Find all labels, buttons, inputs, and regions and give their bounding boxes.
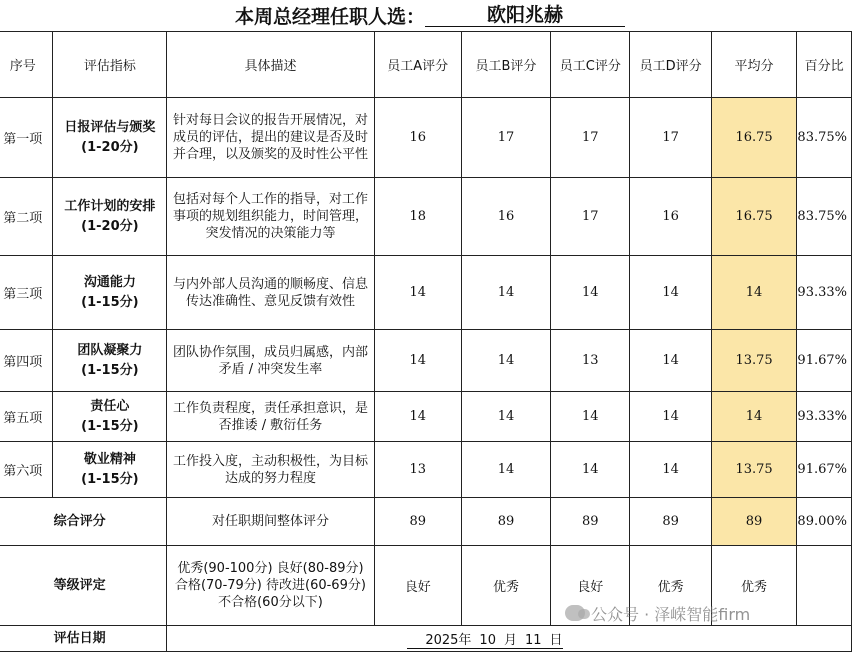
- score-c: 17: [551, 98, 630, 178]
- row-average: 14: [711, 256, 797, 330]
- indicator-name: 工作计划的安排: [64, 198, 156, 214]
- overall-description: 对任职期间整体评分: [167, 498, 374, 546]
- date-blank: [496, 634, 504, 649]
- score-a: 14: [374, 392, 461, 442]
- indicator-range: (1-15分): [81, 418, 139, 434]
- table-row: [0, 178, 852, 256]
- table-row: [0, 98, 852, 178]
- grade-description: 优秀(90-100分) 良好(80-89分)合格(70-79分) 待改进(60-69分) 不合格(60分以下): [167, 546, 374, 626]
- overall-score-c: 89: [551, 498, 630, 546]
- score-a: 13: [374, 442, 461, 498]
- score-a: 14: [374, 330, 461, 392]
- header-row: [0, 32, 852, 98]
- row-average: 16.75: [711, 178, 797, 256]
- row-description: 针对每日会议的报告开展情况，对成员的评估，提出的建议是否及时并合理，以及颁奖的及时性公平性: [167, 98, 374, 178]
- header-description: 具体描述: [167, 32, 374, 98]
- row-percent: 83.75%: [797, 98, 852, 178]
- indicator-name: 责任心: [90, 398, 130, 414]
- wechat-icon: [565, 605, 585, 621]
- row-description: 包括对每个人工作的指导，对工作事项的规划组织能力，时间管理，突发情况的决策能力等: [167, 178, 374, 256]
- header-score-c: 员工C评分: [551, 32, 630, 98]
- header-indicator: 评估指标: [53, 32, 167, 98]
- row-index: 第一项: [0, 98, 53, 178]
- table-row: [0, 392, 852, 442]
- indicator-range: (1-15分): [81, 362, 139, 378]
- row-index: 第二项: [0, 178, 53, 256]
- date-month-unit: 月: [503, 632, 517, 648]
- score-a: 14: [374, 256, 461, 330]
- score-b: 14: [461, 330, 550, 392]
- score-d: 14: [630, 442, 711, 498]
- row-percent: 83.75%: [797, 178, 852, 256]
- indicator-range: (1-15分): [81, 471, 139, 487]
- score-c: 14: [551, 256, 630, 330]
- indicator-range: (1-15分): [81, 294, 139, 310]
- overall-score-a: 89: [374, 498, 461, 546]
- indicator-name: 日报评估与颁奖: [64, 119, 156, 135]
- score-b: 14: [461, 256, 550, 330]
- score-b: 17: [461, 98, 550, 178]
- row-description: 工作投入度，主动积极性，为目标达成的努力程度: [167, 442, 374, 498]
- row-average: 13.75: [711, 442, 797, 498]
- score-c: 14: [551, 442, 630, 498]
- date-label: 评估日期: [0, 626, 167, 652]
- indicator-name: 团队凝聚力: [77, 342, 143, 358]
- row-description: 工作负责程度，责任承担意识，是否推诿 / 敷衍任务: [167, 392, 374, 442]
- date-year-unit: 年: [458, 632, 472, 648]
- grade-value: 优秀: [461, 546, 550, 626]
- row-indicator: [53, 98, 167, 178]
- score-c: 13: [551, 330, 630, 392]
- row-percent: 93.33%: [797, 392, 852, 442]
- score-d: 14: [630, 330, 711, 392]
- score-c: 14: [551, 392, 630, 442]
- row-average: 13.75: [711, 330, 797, 392]
- score-b: 14: [461, 392, 550, 442]
- row-percent: 91.67%: [797, 330, 852, 392]
- overall-label: 综合评分: [0, 498, 167, 546]
- grade-value: 良好: [551, 546, 630, 626]
- grade-value: 良好: [374, 546, 461, 626]
- row-index: 第六项: [0, 442, 53, 498]
- score-b: 16: [461, 178, 550, 256]
- overall-score-b: 89: [461, 498, 550, 546]
- title-prefix: 本周总经理任职人选：: [234, 5, 425, 28]
- grade-percent-empty: [797, 546, 852, 626]
- score-d: 17: [630, 98, 711, 178]
- date-month: 10: [479, 632, 496, 648]
- row-percent: 91.67%: [797, 442, 852, 498]
- row-indicator: [53, 256, 167, 330]
- date-blank: [517, 634, 525, 649]
- indicator-name: 沟通能力: [83, 274, 136, 290]
- score-a: 16: [374, 98, 461, 178]
- overall-percent: 89.00%: [797, 498, 852, 546]
- row-percent: 93.33%: [797, 256, 852, 330]
- overall-score-d: 89: [630, 498, 711, 546]
- score-b: 14: [461, 442, 550, 498]
- row-index: 第五项: [0, 392, 53, 442]
- indicator-range: (1-20分): [81, 218, 139, 234]
- date-day: 11: [524, 632, 542, 648]
- score-c: 17: [551, 178, 630, 256]
- row-indicator: [53, 442, 167, 498]
- date-row: [0, 626, 852, 652]
- date-value: [167, 626, 852, 652]
- date-blank: [407, 634, 425, 649]
- header-score-a: 员工A评分: [374, 32, 461, 98]
- header-score-d: 员工D评分: [630, 32, 711, 98]
- row-description: 团队协作氛围，成员归属感，内部矛盾 / 冲突发生率: [167, 330, 374, 392]
- watermark: [565, 600, 750, 626]
- table-row: [0, 442, 852, 498]
- header-average: 平均分: [711, 32, 797, 98]
- date-blank: [542, 634, 550, 649]
- score-d: 14: [630, 392, 711, 442]
- score-d: 14: [630, 256, 711, 330]
- row-indicator: [53, 178, 167, 256]
- overall-row: [0, 498, 852, 546]
- grade-value: 优秀: [711, 546, 797, 626]
- score-d: 16: [630, 178, 711, 256]
- row-description: 与内外部人员沟通的顺畅度、信息传达准确性、意见反馈有效性: [167, 256, 374, 330]
- row-index: 第四项: [0, 330, 53, 392]
- grade-value: 优秀: [630, 546, 711, 626]
- score-a: 18: [374, 178, 461, 256]
- header-score-b: 员工B评分: [461, 32, 550, 98]
- page-title: [0, 0, 860, 30]
- indicator-name: 敬业精神: [83, 451, 136, 467]
- table-row: [0, 330, 852, 392]
- overall-average: 89: [711, 498, 797, 546]
- grade-label: 等级评定: [0, 546, 167, 626]
- row-average: 16.75: [711, 98, 797, 178]
- row-index: 第三项: [0, 256, 53, 330]
- evaluation-table: [0, 31, 852, 652]
- date-day-unit: 日: [549, 632, 563, 648]
- indicator-range: (1-20分): [81, 139, 139, 155]
- candidate-name: 欧阳兆赫: [425, 4, 625, 27]
- watermark-text: 公众号 · 泽嵘智能firm: [591, 604, 751, 624]
- table-row: [0, 256, 852, 330]
- row-indicator: [53, 392, 167, 442]
- header-index: 序号: [0, 32, 53, 98]
- row-average: 14: [711, 392, 797, 442]
- date-year: 2025: [425, 632, 459, 648]
- row-indicator: [53, 330, 167, 392]
- header-percent: 百分比: [797, 32, 852, 98]
